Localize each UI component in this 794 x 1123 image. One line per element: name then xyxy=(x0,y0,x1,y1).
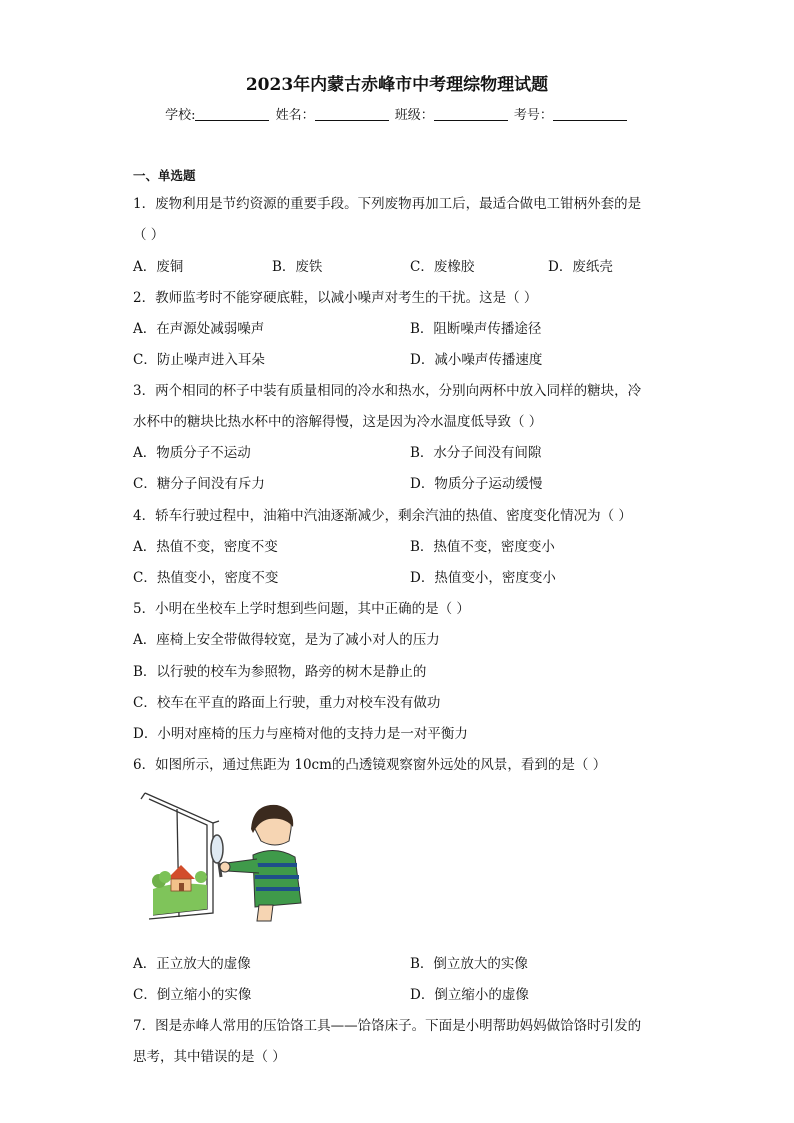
page-title: 2023年内蒙古赤峰市中考理综物理试题 xyxy=(245,75,549,95)
q5-option-c: C．校车在平直的路面上行驶，重力对校车没有做功 xyxy=(133,695,441,711)
q1-option-c: C．废橡胶 xyxy=(410,259,475,275)
q3-stem-line2: 水杯中的糖块比热水杯中的溶解得慢，这是因为冷水温度低导致（ ） xyxy=(133,414,543,430)
q4-stem: 4．轿车行驶过程中，油箱中汽油逐渐减少，剩余汽油的热值、密度变化情况为（ ） xyxy=(133,508,632,524)
q5-stem: 5．小明在坐校车上学时想到些问题，其中正确的是（ ） xyxy=(133,601,470,617)
q3-option-c: C．糖分子间没有斥力 xyxy=(133,476,265,492)
boy-figure xyxy=(220,805,301,921)
q6-option-c: C．倒立缩小的实像 xyxy=(133,987,252,1003)
q1-stem-line1: 1．废物利用是节约资源的重要手段。下列废物再加工后，最适合做电工钳柄外套的是 xyxy=(133,196,642,212)
q6-option-d: D．倒立缩小的虚像 xyxy=(410,987,529,1003)
magnifier-window-figure xyxy=(135,785,310,925)
q5-option-b: B．以行驶的校车为参照物，路旁的树木是静止的 xyxy=(133,664,427,680)
school-field xyxy=(195,108,269,121)
q6-option-b: B．倒立放大的实像 xyxy=(410,956,528,972)
student-info xyxy=(0,104,794,123)
q7-stem-line1: 7．图是赤峰人常用的压饸饹工具——饸饹床子。下面是小明帮助妈妈做饸饹时引发的 xyxy=(133,1018,642,1034)
q2-option-c: C．防止噪声进入耳朵 xyxy=(133,352,265,368)
q4-option-d: D．热值变小，密度变小 xyxy=(410,570,556,586)
name-label: 姓名： xyxy=(275,108,315,123)
q3-option-b: B．水分子间没有间隙 xyxy=(410,445,542,461)
q1-option-b: B．废铁 xyxy=(272,259,323,275)
q4-option-a: A．热值不变，密度不变 xyxy=(133,539,278,555)
q2-option-b: B．阻断噪声传播途径 xyxy=(410,321,542,337)
q7-stem-line2: 思考，其中错误的是（ ） xyxy=(133,1049,286,1065)
house-icon xyxy=(167,865,195,891)
q1-option-a: A．废铜 xyxy=(133,259,184,275)
q4-option-b: B．热值不变，密度变小 xyxy=(410,539,555,555)
q1-stem-line2: （ ） xyxy=(133,227,165,243)
q4-option-c: C．热值变小，密度不变 xyxy=(133,570,279,586)
q3-option-a: A．物质分子不运动 xyxy=(133,445,251,461)
class-label: 班级： xyxy=(394,108,434,123)
q2-option-d: D．减小噪声传播速度 xyxy=(410,352,543,368)
q6-option-a: A．正立放大的虚像 xyxy=(133,956,251,972)
section-heading: 一、单选题 xyxy=(133,168,196,183)
class-field xyxy=(434,108,508,121)
name-field xyxy=(315,108,389,121)
q3-option-d: D．物质分子运动缓慢 xyxy=(410,476,543,492)
number-field xyxy=(553,108,627,121)
number-label: 考号： xyxy=(513,108,553,123)
q3-stem-line1: 3．两个相同的杯子中装有质量相同的冷水和热水，分别向两杯中放入同样的糖块，冷 xyxy=(133,383,642,399)
q1-option-d: D．废纸壳 xyxy=(548,259,613,275)
q5-option-a: A．座椅上安全带做得较宽，是为了减小对人的压力 xyxy=(133,632,440,648)
q2-stem: 2．教师监考时不能穿硬底鞋，以减小噪声对考生的干扰。这是（ ） xyxy=(133,290,538,306)
q6-stem: 6．如图所示，通过焦距为 10cm的凸透镜观察窗外远处的风景，看到的是（ ） xyxy=(133,757,607,773)
q2-option-a: A．在声源处减弱噪声 xyxy=(133,321,265,337)
q5-option-d: D．小明对座椅的压力与座椅对他的支持力是一对平衡力 xyxy=(133,726,468,742)
school-label: 学校: xyxy=(165,108,196,123)
